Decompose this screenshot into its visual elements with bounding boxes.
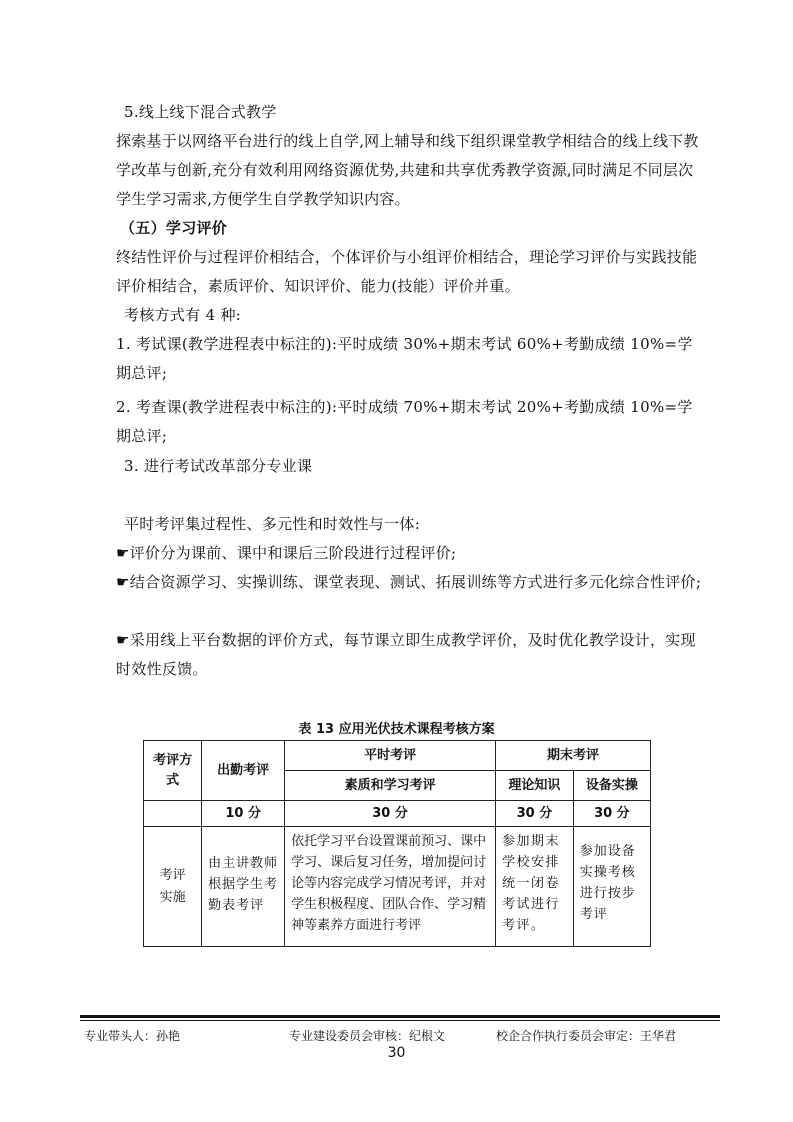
- cell-theory-desc: 参加期末学校安排统一闭卷考试进行考评。: [496, 827, 574, 947]
- process-title: 平时考评集过程性、多元性和时效性与一体:: [124, 515, 421, 533]
- row-label-implementation: 考评实施: [144, 827, 202, 947]
- footer-rule-thick: [80, 1015, 720, 1018]
- cell-attendance-desc: 由主讲教师根据学生考勤表考评: [202, 827, 285, 947]
- cell-quality-desc: 依托学习平台设置课前预习、课中学习、课后复习任务，增加提问讨论等内容完成学习情况考评，并对学生积极程度、团队合作、学习精神等素养方面进行考评: [285, 827, 496, 947]
- section-heading: （五）学习评价: [120, 219, 228, 237]
- footer-committee: 专业建设委员会审核：纪根文: [289, 1029, 446, 1043]
- header-theory: 理论知识: [496, 771, 574, 801]
- page-number: 30: [387, 1045, 406, 1061]
- score-theory: 30 分: [496, 801, 574, 827]
- header-equipment: 设备实操: [573, 771, 650, 801]
- evaluation-intro: 终结性评价与过程评价相结合，个体评价与小组评价相结合，理论学习评价与实践技能评价相结合，素质评价、知识评价、能力(技能）评价并重。: [116, 248, 698, 295]
- header-quality: 素质和学习考评: [285, 771, 496, 801]
- score-quality: 30 分: [285, 801, 496, 827]
- header-attendance: 出勤考评: [202, 741, 285, 801]
- section-5-body: 探索基于以网络平台进行的线上自学,网上辅导和线下组织课堂教学相结合的线上线下教学改革与创新,充分有效利用网络资源优势,共建和共享优秀教学资源,同时满足不同层次学生学习需求,方便学生自学教学知识内容。: [116, 132, 699, 208]
- header-method: 考评方式: [144, 741, 202, 801]
- method-item-1: 1. 考试课(教学进程表中标注的):平时成绩 30%+期末考试 60%+考勤成绩 10%=学期总评;: [116, 335, 693, 382]
- score-attendance: 10 分: [202, 801, 285, 827]
- cell-equipment-desc: 参加设备实操考核进行按步考评: [573, 827, 650, 947]
- score-equipment: 30 分: [573, 801, 650, 827]
- footer-leader: 专业带头人：孙艳: [84, 1029, 181, 1043]
- section-5-title: 5.线上线下混合式教学: [124, 103, 277, 121]
- header-regular: 平时考评: [285, 741, 496, 771]
- assessment-table: [143, 740, 651, 947]
- bullet-item-1: ☛评价分为课前、课中和课后三阶段进行过程评价;: [116, 544, 457, 562]
- bullet-item-2: ☛结合资源学习、实操训练、课堂表现、测试、拓展训练等方式进行多元化综合性评价;: [116, 573, 702, 591]
- method-item-3: 3. 进行考试改革部分专业课: [124, 457, 313, 475]
- bullet-item-3: ☛采用线上平台数据的评价方式，每节课立即生成教学评价，及时优化教学设计，实现时效性反馈。: [116, 631, 696, 678]
- score-blank: [144, 801, 202, 827]
- methods-title: 考核方式有 4 种:: [124, 306, 242, 324]
- header-final: 期末考评: [496, 741, 651, 771]
- footer-cooperation: 校企合作执行委员会审定：王华君: [496, 1029, 677, 1043]
- footer-rule-thin: [80, 1020, 720, 1021]
- table-caption: 表 13 应用光伏技术课程考核方案: [298, 722, 495, 737]
- method-item-2: 2. 考查课(教学进程表中标注的):平时成绩 70%+期末考试 20%+考勤成绩 10%=学期总评;: [116, 398, 693, 445]
